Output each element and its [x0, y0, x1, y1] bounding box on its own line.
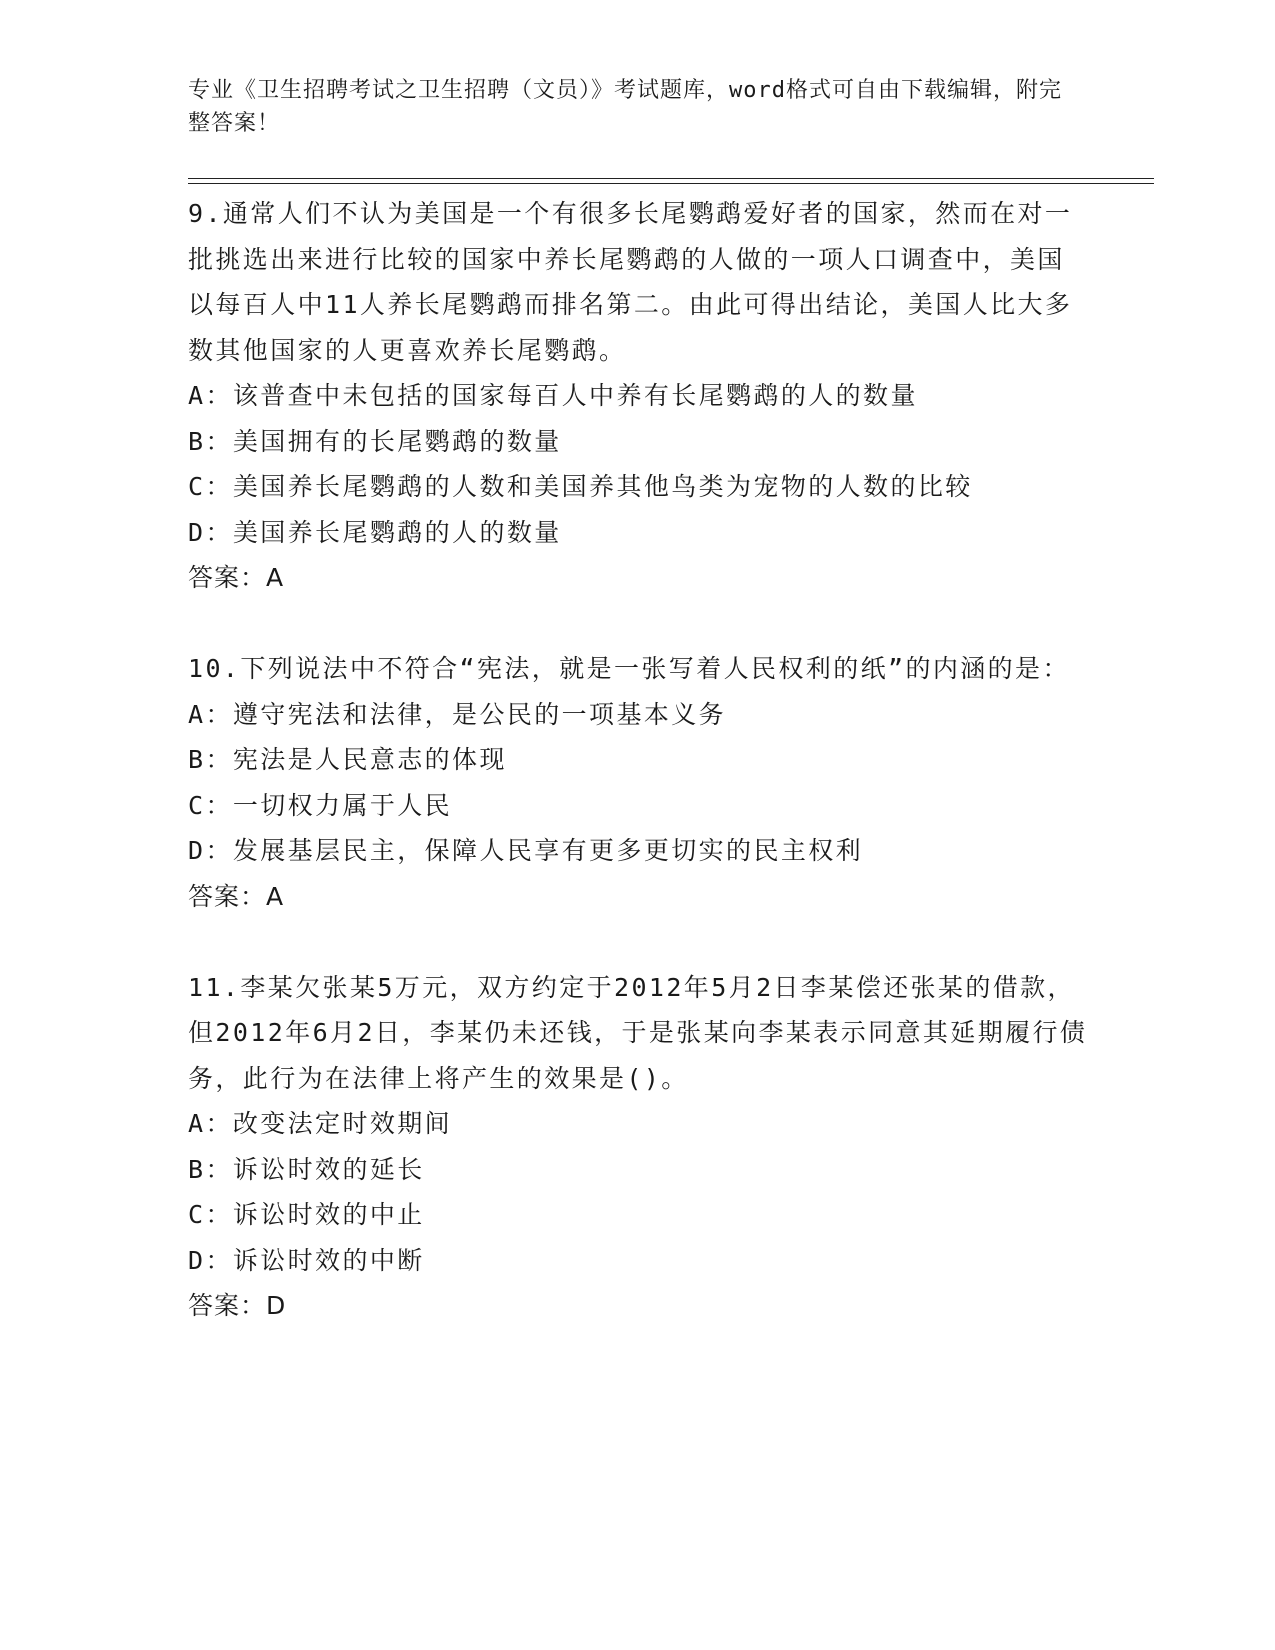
question-stem: 10.下列说法中不符合“宪法，就是一张写着人民权利的纸”的内涵的是： [188, 654, 1070, 683]
question-list [188, 191, 1088, 1329]
option-b: B：宪法是人民意志的体现 [188, 745, 507, 774]
option-a: A：改变法定时效期间 [188, 1109, 453, 1138]
option-c: C：诉讼时效的中止 [188, 1200, 425, 1229]
spacer [188, 919, 1088, 965]
header-divider-bottom [188, 183, 1154, 184]
option-d: D：发展基层民主，保障人民享有更多更切实的民主权利 [188, 836, 864, 865]
option-a: A：该普查中未包括的国家每百人中养有长尾鹦鹉的人的数量 [188, 381, 918, 410]
question-9 [188, 191, 1088, 601]
answer: 答案：A [188, 881, 285, 911]
spacer [188, 601, 1088, 647]
option-c: C：一切权力属于人民 [188, 790, 453, 820]
option-d: D：诉讼时效的中断 [188, 1245, 425, 1275]
option-b: B：美国拥有的长尾鹦鹉的数量 [188, 426, 562, 456]
question-10 [188, 646, 1088, 919]
option-b: B：诉讼时效的延长 [188, 1154, 425, 1184]
page-header: 专业《卫生招聘考试之卫生招聘（文员）》考试题库，word格式可自由下载编辑，附完整答案！ [188, 78, 1062, 136]
option-d: D：美国养长尾鹦鹉的人的数量 [188, 517, 562, 547]
option-a: A：遵守宪法和法律，是公民的一项基本义务 [188, 699, 727, 729]
answer: 答案：D [188, 1291, 287, 1320]
answer: 答案：A [188, 563, 285, 592]
option-c: C：美国养长尾鹦鹉的人数和美国养其他鸟类为宠物的人数的比较 [188, 472, 973, 501]
question-stem: 9.通常人们不认为美国是一个有很多长尾鹦鹉爱好者的国家，然而在对一批挑选出来进行比较的国家中养长尾鹦鹉的人做的一项人口调查中，美国以每百人中11人养长尾鹦鹉而排名第二。由此可得出结论，美国人比大多数其他国家的人更喜欢养长尾鹦鹉。 [188, 199, 1073, 365]
question-stem: 11.李某欠张某5万元，双方约定于2012年5月2日李某偿还张某的借款，但2012年6月2日，李某仍未还钱，于是张某向李某表示同意其延期履行债务，此行为在法律上将产生的效果是()。 [188, 972, 1088, 1093]
header-divider-top [188, 178, 1154, 179]
question-11 [188, 965, 1088, 1329]
